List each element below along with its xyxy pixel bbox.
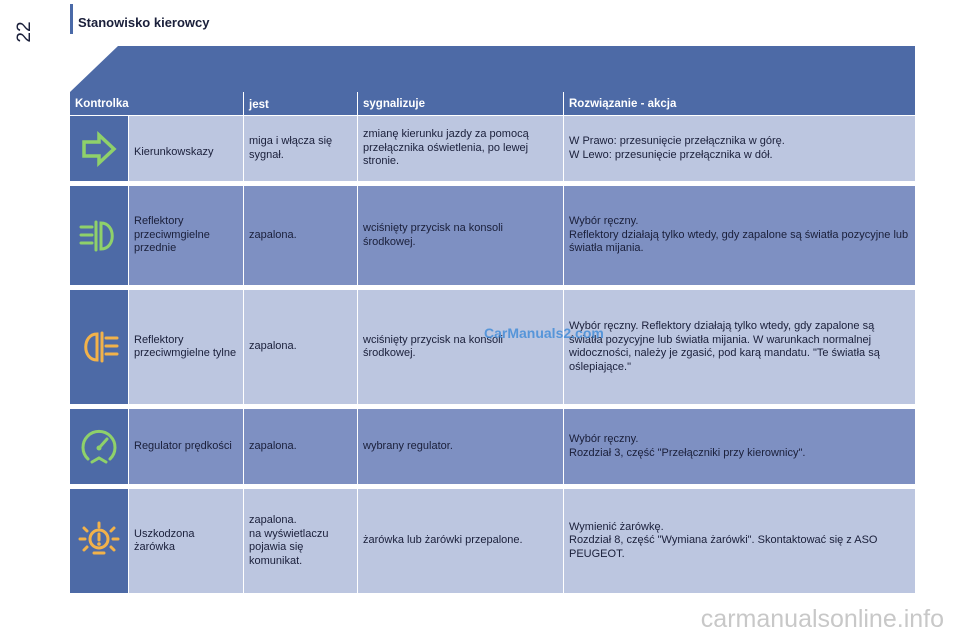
jest-cell: miga i włącza się sygnał.	[244, 116, 357, 181]
table-banner	[70, 46, 915, 92]
page-number: 22	[14, 21, 35, 43]
sygnalizuje-cell: wybrany regulator.	[358, 409, 563, 484]
header-jest: jest	[244, 92, 357, 115]
kontrolka-cell: Reflektory przeciwmgielne tylne	[129, 290, 243, 404]
icon-cell	[70, 409, 128, 484]
jest-cell: zapalona.	[244, 186, 357, 285]
table-row	[70, 186, 915, 285]
kontrolka-cell: Kierunkowskazy	[129, 116, 243, 181]
jest-cell: zapalona.	[244, 409, 357, 484]
icon-cell	[70, 186, 128, 285]
kontrolka-cell: Regulator prędkości	[129, 409, 243, 484]
watermark-overlay: CarManuals2.com	[484, 325, 604, 341]
akcja-cell: Wybór ręczny. Reflektory działają tylko wtedy, gdy zapalone są światła pozycyjne lub światła mijania. W warunkach normalnej widoczności, należy je zgasić, pod karą mandatu. "Te światła są oślepiające."	[564, 290, 915, 404]
akcja-cell: Wybór ręczny. Rozdział 3, część "Przełączniki przy kierownicy".	[564, 409, 915, 484]
sygnalizuje-cell: zmianę kierunku jazdy za pomocą przełącznika oświetlenia, po lewej stronie.	[358, 116, 563, 181]
sygnalizuje-cell: wciśnięty przycisk na konsoli środkowej.	[358, 290, 563, 404]
table-row	[70, 290, 915, 404]
kontrolka-cell: Uszkodzona żarówka	[129, 489, 243, 593]
icon-cell	[70, 489, 128, 593]
sygnalizuje-cell: żarówka lub żarówki przepalone.	[358, 489, 563, 593]
akcja-cell: Wybór ręczny. Reflektory działają tylko wtedy, gdy zapalone są światła pozycyjne lub światła mijania.	[564, 186, 915, 285]
akcja-cell: W Prawo: przesunięcie przełącznika w górę. W Lewo: przesunięcie przełącznika w dół.	[564, 116, 915, 181]
turn-signal-arrow-icon	[79, 131, 119, 167]
front-fog-light-icon	[78, 219, 120, 253]
page-accent-bar	[70, 4, 73, 34]
header-sygnalizuje: sygnalizuje	[358, 92, 563, 115]
sygnalizuje-cell: wciśnięty przycisk na konsoli środkowej.	[358, 186, 563, 285]
header-kontrolka: Kontrolka	[70, 92, 243, 115]
table-row	[70, 409, 915, 484]
watermark-footer: carmanualsonline.info	[700, 605, 944, 633]
rear-fog-light-icon	[78, 330, 120, 364]
icon-cell	[70, 290, 128, 404]
jest-cell: zapalona. na wyświetlaczu pojawia się komunikat.	[244, 489, 357, 593]
table-row	[70, 489, 915, 593]
bulb-failure-icon	[78, 520, 120, 562]
kontrolka-cell: Reflektory przeciwmgielne przednie	[129, 186, 243, 285]
cruise-control-icon	[79, 428, 119, 466]
jest-cell: zapalona.	[244, 290, 357, 404]
section-title: Stanowisko kierowcy	[78, 15, 210, 30]
icon-cell	[70, 116, 128, 181]
akcja-cell: Wymienić żarówkę. Rozdział 8, część "Wymiana żarówki". Skontaktować się z ASO PEUGEOT.	[564, 489, 915, 593]
header-akcja: Rozwiązanie - akcja	[564, 92, 915, 115]
table-row	[70, 116, 915, 181]
